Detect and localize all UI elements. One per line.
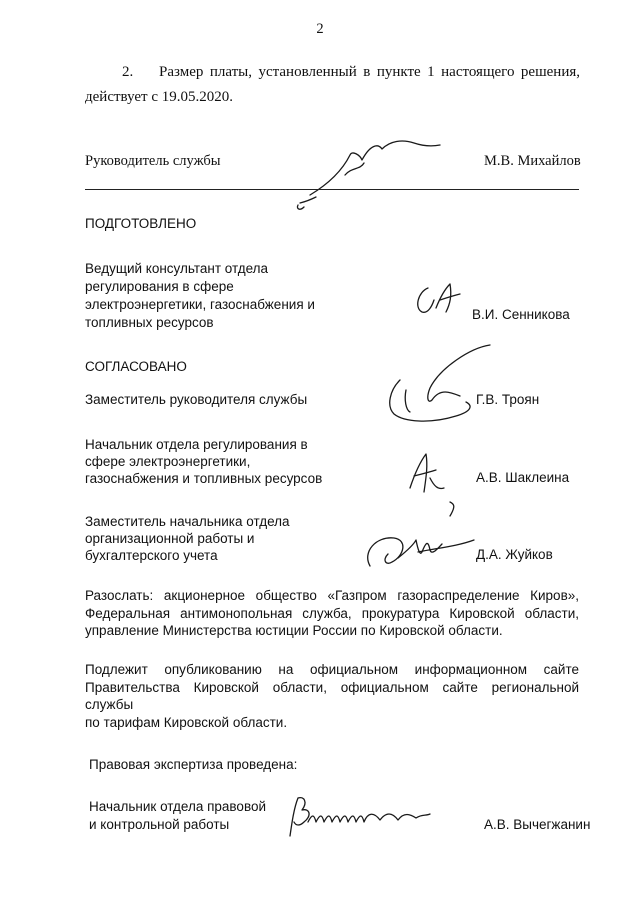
signer-name: А.В. Шаклеина [476, 470, 570, 485]
distribution-line: Разослать: акционерное общество «Газпром газораспределение Киров», [85, 588, 579, 603]
prepared-name: В.И. Сенникова [472, 307, 570, 322]
signer-position [85, 513, 290, 564]
signer-position-line: организационной работы и [85, 531, 255, 546]
clause-number: 2. [122, 64, 134, 80]
distribution-line: Федеральная антимонопольная служба, прокуратура Кировской области, [85, 605, 579, 621]
prepared-position-line: регулирования в сфере [85, 279, 234, 294]
signer-position-line: бухгалтерского учета [85, 548, 218, 563]
legal-review-statement: Правовая экспертиза проведена: [89, 757, 298, 772]
publication-paragraph [85, 661, 579, 731]
head-name: М.В. Михайлов [484, 153, 581, 169]
signer-position-line: Заместитель начальника отдела [85, 514, 290, 529]
legal-position [89, 798, 266, 834]
clause-text-line2: действует с 19.05.2020. [85, 89, 234, 105]
prepared-position-line: электроэнергетики, газоснабжения и [85, 297, 315, 312]
signer-position-line: сфере электроэнергетики, [85, 454, 251, 469]
signer-name: Д.А. Жуйков [476, 547, 553, 562]
prepared-heading: ПОДГОТОВЛЕНО [85, 216, 197, 231]
prepared-signature [410, 278, 470, 323]
signer-name: Г.В. Троян [476, 392, 540, 407]
clause-text-line1: Размер платы, установленный в пункте 1 настоящего решения, [159, 64, 580, 80]
signer-signature [400, 448, 450, 498]
divider-line [85, 189, 579, 190]
signer-signature [358, 500, 488, 575]
signer-position-line: Начальник отдела регулирования в [85, 437, 308, 452]
signer-position-line: газоснабжения и топливных ресурсов [85, 471, 323, 486]
signer-position: Заместитель руководителя службы [85, 392, 308, 407]
publication-line: по тарифам Кировской области. [85, 714, 288, 730]
head-signature [290, 125, 450, 215]
prepared-position-line: топливных ресурсов [85, 315, 214, 330]
publication-line: Подлежит опубликованию на официальном информационном сайте [85, 662, 579, 677]
signer-position [85, 436, 322, 487]
legal-signature [284, 792, 434, 842]
legal-name: А.В. Вычегжанин [484, 817, 591, 832]
distribution-line: управление Министерства юстиции России по Кировской области. [85, 623, 503, 638]
legal-position-line: и контрольной работы [89, 817, 230, 832]
head-position: Руководитель службы [85, 153, 221, 169]
prepared-position [85, 260, 315, 332]
prepared-position-line: Ведущий консультант отдела [85, 261, 269, 276]
publication-line: Правительства Кировской области, официальном сайте региональной службы [85, 679, 579, 712]
signer-signature [370, 340, 500, 430]
approved-heading: СОГЛАСОВАНО [85, 359, 187, 374]
distribution-paragraph [85, 587, 579, 640]
legal-position-line: Начальник отдела правовой [89, 799, 267, 814]
page-number: 2 [316, 21, 324, 37]
